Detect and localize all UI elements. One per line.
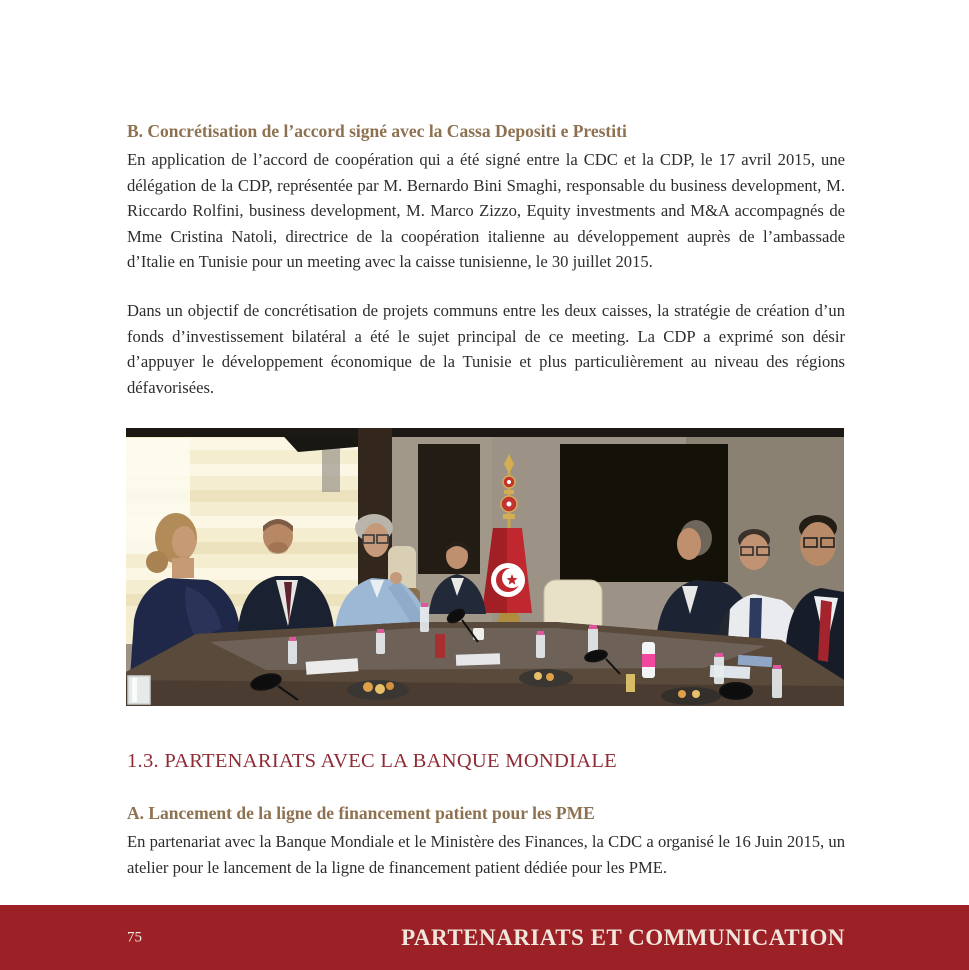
heading-section-b: B. Concrétisation de l’accord signé avec la Cassa Depositi e Prestiti — [127, 121, 627, 141]
paragraph-accord-cdp: En application de l’accord de coopération qui a été signé entre la CDC et la CDP, le 17 avril 2015, une délégation de la CDP, représentée par M. Bernardo Bini Smaghi, responsable du business development, M. Riccardo Rolfini, business development, M. Marco Zizzo, Equity investments and M&A accompagnés de Mme Cristina Natoli, directrice de la coopération italienne au développement auprès de l’ambassade d’Italie en Tunisie pour un meeting avec la caisse tunisienne, le 30 juillet 2015. — [127, 150, 845, 271]
meeting-photo — [126, 428, 844, 706]
heading-section-a: A. Lancement de la ligne de financement patient pour les PME — [127, 803, 595, 823]
paragraph-objectif-meeting: Dans un objectif de concrétisation de projets communs entre les deux caisses, la stratégie de création d’un fonds d’investissement bilatéral a été le sujet principal de ce meeting. La CDP a exprimé son désir d’appuyer le développement économique de la Tunisie et plus particulièrement au niveau des régions défavorisées. — [127, 301, 845, 397]
footer-chapter-title: PARTENARIATS ET COMMUNICATION — [401, 924, 845, 950]
meeting-photo-illustration — [126, 428, 844, 706]
paragraph-banque-mondiale: En partenariat avec la Banque Mondiale et le Ministère des Finances, la CDC a organisé le 16 Juin 2015, un atelier pour le lancement de la ligne de financement patient dédiée pour les PME. — [127, 832, 845, 877]
footer-bar — [0, 905, 969, 970]
heading-section-1-3: 1.3. PARTENARIATS AVEC LA BANQUE MONDIALE — [127, 750, 618, 772]
page-number: 75 — [127, 929, 142, 945]
